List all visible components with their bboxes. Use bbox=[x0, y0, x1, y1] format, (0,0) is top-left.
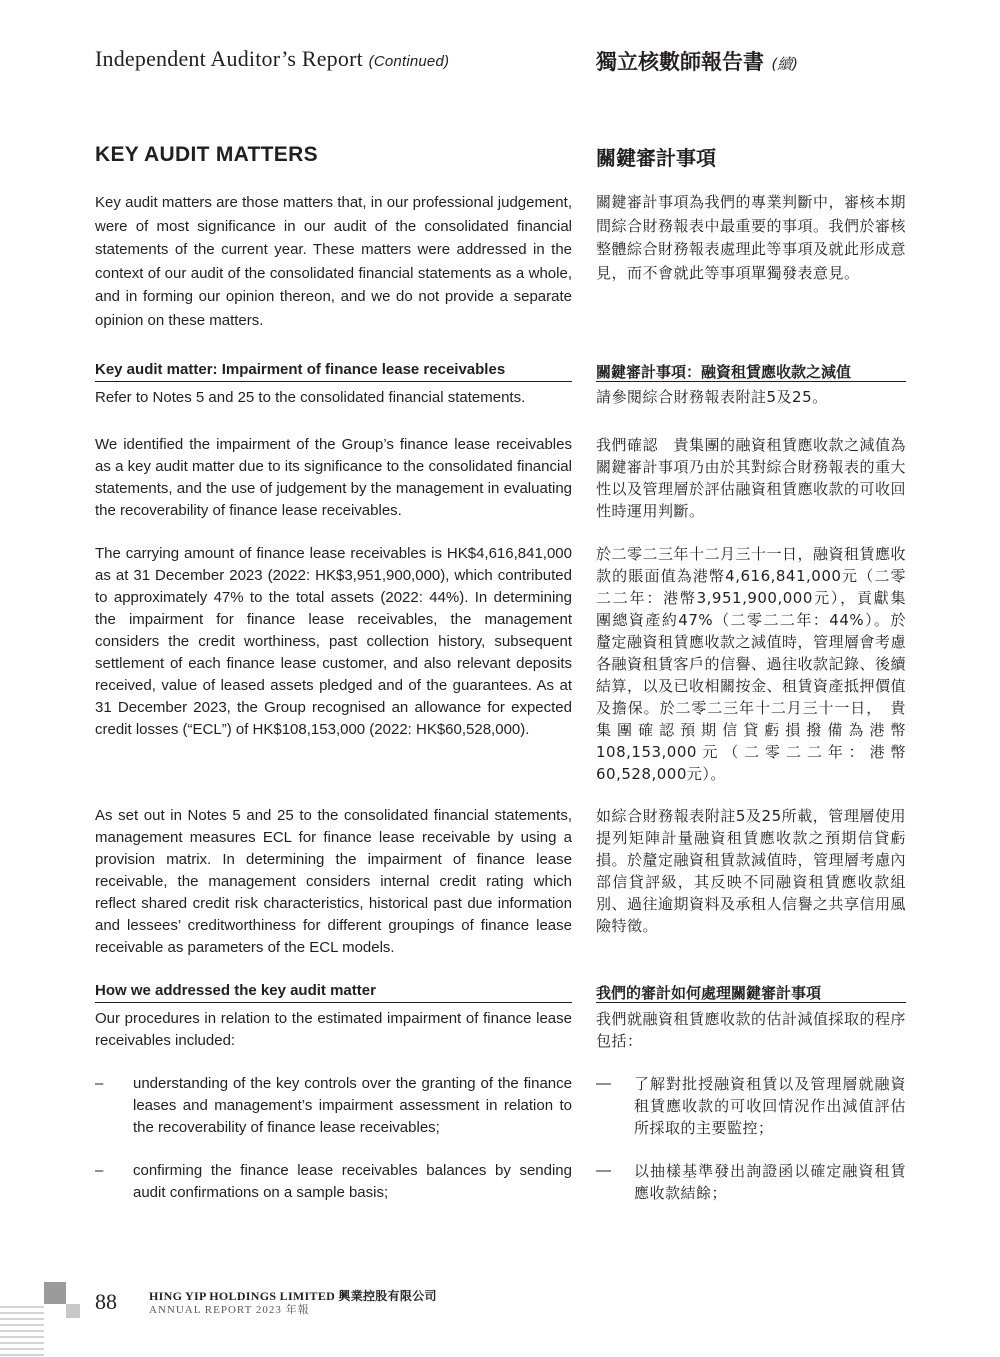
running-header-zh bbox=[596, 46, 798, 76]
report-title-zh: 獨立核數師報告書 bbox=[596, 50, 764, 74]
matter-paragraph-2-zh: 於二零二三年十二月三十一日，融資租賃應收款的賬面值為港幣4,616,841,000元（二零二二年：港幣3,951,900,000元），貢獻集團總資產約47%（二零二二年：44%）。於釐定融資租賃應收款之減值時，管理層會考慮各融資租賃客戶的信譽、過往收款記錄、後續結算，以及已收相關按金、租賃資產抵押價值及擔保。於二零二三年十二月三十一日， 貴集團確認預期信貸虧損撥備為港幣108,153,000元（二零二二年：港幣60,528,000元）。 bbox=[596, 545, 907, 783]
list-item-1-dash-zh: — bbox=[596, 1075, 611, 1092]
key-audit-matter-heading-zh: 關鍵審計事項：融資租賃應收款之減值 bbox=[596, 363, 852, 381]
procedures-intro-en: Our procedures in relation to the estimated impairment of finance lease receivables included: bbox=[95, 1010, 572, 1049]
addressed-rule-en bbox=[95, 1002, 572, 1003]
intro-paragraph-en: Key audit matters are those matters that, in our professional judgement, were of most significance in our audit of the consolidated financial statements of the current year. These matters were addressed in the context of our audit of the consolidated financial statements as a whole, and in forming our opinion thereon, and we do not provide a separate opinion on these matters. bbox=[95, 194, 572, 329]
addressed-heading-zh: 我們的審計如何處理關鍵審計事項 bbox=[596, 984, 822, 1002]
list-item-2-zh: 以抽樣基準發出詢證函以確定融資租賃應收款結餘； bbox=[634, 1162, 906, 1202]
list-item-2-dash-zh: — bbox=[596, 1162, 611, 1179]
list-item-1-dash-en: – bbox=[95, 1075, 104, 1092]
heading-rule-en bbox=[95, 381, 572, 382]
addressed-rule-zh bbox=[596, 1002, 906, 1003]
list-item-2-dash-en: – bbox=[95, 1162, 104, 1179]
refer-notes-zh: 請參閱綜合財務報表附註5及25。 bbox=[596, 388, 828, 406]
page-number: 88 bbox=[95, 1289, 117, 1314]
section-title-zh: 關鍵審計事項 bbox=[596, 146, 716, 170]
addressed-heading-en: How we addressed the key audit matter bbox=[95, 982, 376, 999]
matter-paragraph-3-zh: 如綜合財務報表附註5及25所載，管理層使用提列矩陣計量融資租賃應收款之預期信貸虧損。於釐定融資租賃款減值時，管理層考慮內部信貸評級，其反映不同融資租賃應收款組別、過往逾期資料及承租人信譽之共享信用風險特徵。 bbox=[596, 807, 907, 935]
intro-paragraph-zh: 關鍵審計事項為我們的專業判斷中，審核本期間綜合財務報表中最重要的事項。我們於審核整體綜合財務報表處理此等事項及就此形成意見，而不會就此等事項單獨發表意見。 bbox=[596, 193, 907, 282]
footer-report-name: ANNUAL REPORT 2023 年報 bbox=[149, 1304, 310, 1316]
matter-paragraph-1-zh: 我們確認 貴集團的融資租賃應收款之減值為關鍵審計事項乃由於其對綜合財務報表的重大性以及管理層於評估融資租賃應收款的可收回性時運用判斷。 bbox=[596, 436, 907, 520]
matter-paragraph-3-en: As set out in Notes 5 and 25 to the consolidated financial statements, management measures ECL for finance lease receivable by using a provision matrix. In determining the impairment of finance lease receivable, the management considers internal credit rating which reflect shared credit risk characteristics, historical past due information and lessees’ creditworthiness for different groupings of finance lease receivable as parameters of the ECL models. bbox=[95, 807, 572, 956]
heading-rule-zh bbox=[596, 381, 906, 382]
matter-paragraph-1-en: We identified the impairment of the Group’s finance lease receivables as a key audit matter due to its significance to the consolidated financial statements, and the use of judgement by the management in evaluating the recoverability of finance lease receivables. bbox=[95, 436, 572, 519]
key-audit-matter-heading-en: Key audit matter: Impairment of finance lease receivables bbox=[95, 361, 506, 378]
report-title-en: Independent Auditor’s Report bbox=[95, 46, 363, 71]
list-item-1-zh: 了解對批授融資租賃以及管理層就融資租賃應收款的可收回情況作出減值評估所採取的主要監控； bbox=[634, 1075, 906, 1137]
list-item-2-en: confirming the finance lease receivables balances by sending audit confirmations on a sample basis; bbox=[133, 1162, 572, 1201]
running-header-en bbox=[95, 46, 449, 72]
refer-notes-en: Refer to Notes 5 and 25 to the consolidated financial statements. bbox=[95, 389, 526, 406]
corner-logo-graphic bbox=[0, 1282, 82, 1357]
procedures-intro-zh: 我們就融資租賃應收款的估計減值採取的程序包括： bbox=[596, 1010, 907, 1050]
matter-paragraph-2-en: The carrying amount of finance lease receivables is HK$4,616,841,000 as at 31 December 2023 (2022: HK$3,951,900,000), which contributed to approximately 47% to the total assets (2022: 44%). In determining the impairment for finance lease receivables, the management considers the credit worthiness, past collection history, subsequent settlement of each finance lease customer, and also relevant deposits received, value of leased assets pledged and of the guarantees. As at 31 December 2023, the Group recognised an allowance for expected credit losses (“ECL”) of HK$108,153,000 (2022: HK$60,528,000). bbox=[95, 545, 572, 738]
section-title-en: KEY AUDIT MATTERS bbox=[95, 143, 318, 166]
footer-company-name: HING YIP HOLDINGS LIMITED 興業控股有限公司 bbox=[149, 1289, 437, 1303]
continued-label-en: (Continued) bbox=[368, 53, 450, 70]
continued-label-zh: (續) bbox=[771, 55, 799, 73]
list-item-1-en: understanding of the key controls over the granting of the finance leases and management’s impairment assessment in relation to the recoverability of finance lease receivables; bbox=[133, 1075, 572, 1136]
